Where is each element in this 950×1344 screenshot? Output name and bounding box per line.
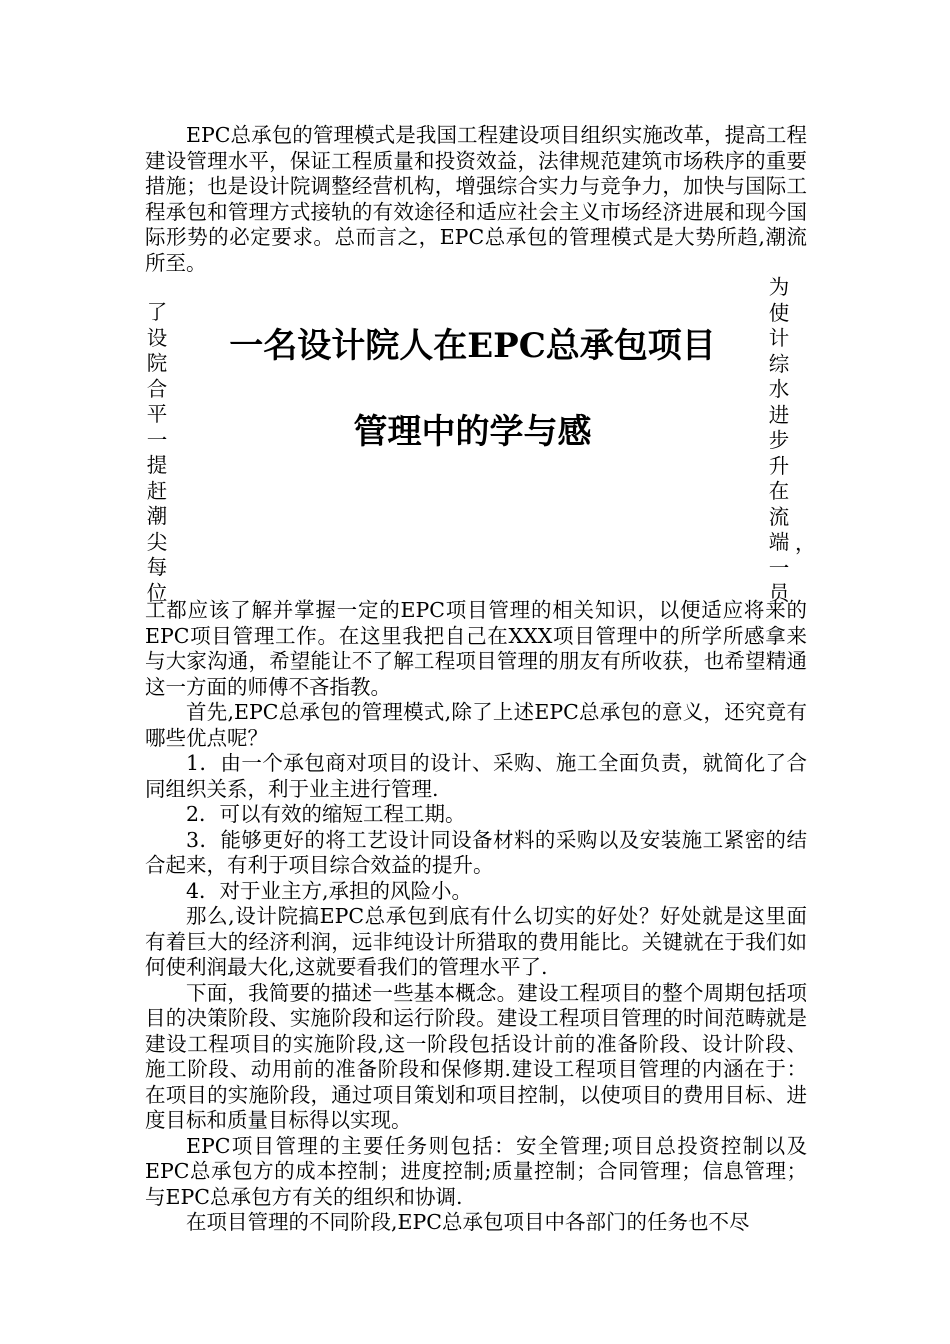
left-char: 位 [146, 580, 168, 605]
right-char: 进 [768, 402, 790, 427]
intro-paragraph: EPC总承包的管理模式是我国工程建设项目组织实施改革，提高工程建设管理水平，保证工程质量和投资效益，法律规范建筑市场秩序的重要措施；也是设计院调整经营机构，增强综合实力与竞争力，加快与国际工程承包和管理方式接轨的有效途径和适应社会主义市场经济进展和现今国际形势的必定要求。总而言之，EPC总承包的管理模式是大势所趋,潮流所至。 [145, 123, 807, 275]
right-char: 升 [768, 453, 790, 478]
paragraph: 在项目管理的不同阶段,EPC总承包项目中各部门的任务也不尽 [186, 1210, 750, 1234]
left-char: 合 [146, 376, 168, 401]
right-char: 在 [768, 479, 790, 503]
paragraph: EPC项目管理的主要任务则包括：安全管理;项目总投资控制以及EPC总承包方的成本控制；进度控制;质量控制；合同管理；信息管理；与EPC总承包方有关的组织和协调. [145, 1133, 807, 1209]
paragraph: 3．能够更好的将工艺设计同设备材料的采购以及安装施工紧密的结合起来，有利于项目综合效益的提升。 [145, 827, 807, 877]
body-text [145, 598, 807, 1236]
left-char: 平 [146, 402, 168, 426]
left-char: 设 [146, 325, 168, 350]
paragraph: 1．由一个承包商对项目的设计、采购、施工全面负责，就简化了合同组织关系，利于业主进行管理. [145, 751, 807, 801]
left-char: 一 [146, 427, 168, 452]
left-char: 院 [146, 351, 168, 375]
left-char: 潮 [146, 504, 168, 528]
right-char: 端 [768, 530, 790, 554]
left-char: 提 [146, 453, 168, 477]
paragraph: 2．可以有效的缩短工程工期。 [186, 802, 466, 826]
right-char: 流 [768, 504, 790, 529]
right-char: 计 [768, 326, 790, 350]
right-char: 水 [768, 377, 790, 401]
right-char: 员 [768, 581, 790, 605]
right-char: 综 [768, 351, 790, 376]
right-char: 一 [768, 555, 790, 580]
right-char: 为 [768, 275, 790, 299]
left-vertical-text [145, 300, 169, 606]
left-char: 尖 [146, 529, 168, 554]
document-title-line-2: 管理中的学与感 [353, 412, 592, 452]
paragraph: 首先,EPC总承包的管理模式,除了上述EPC总承包的意义，还究竟有哪些优点呢？ [145, 700, 807, 750]
paragraph: 4．对于业主方,承担的风险小。 [186, 878, 473, 903]
document-title-line-1: 一名设计院人在EPC总承包项目 [229, 326, 716, 366]
right-vertical-text [767, 275, 791, 607]
left-char: 了 [146, 300, 168, 324]
right-comma: ， [795, 531, 816, 555]
left-char: 赶 [146, 478, 168, 503]
paragraph: 下面，我简要的描述一些基本概念。建设工程项目的整个周期包括项目的决策阶段、实施阶段和运行阶段。建设工程项目管理的时间范畴就是建设工程项目的实施阶段,这一阶段包括设计前的准备阶段、设计阶段、施工阶段、动用前的准备阶段和保修期.建设工程项目管理的内涵在于：在项目的实施阶段，通过项目策划和项目控制，以使项目的费用目标、进度目标和质量目标得以实现。 [145, 980, 807, 1132]
paragraph: 那么,设计院搞EPC总承包到底有什么切实的好处？好处就是这里面有着巨大的经济利润，远非纯设计所猎取的费用能比。关键就在于我们如何使利润最大化,这就要看我们的管理水平了. [145, 904, 807, 979]
left-char: 每 [146, 555, 168, 579]
paragraph: 工都应该了解并掌握一定的EPC项目管理的相关知识，以便适应将来的EPC项目管理工作。在这里我把自己在XXX项目管理中的所学所感拿来与大家沟通，希望能让不了解工程项目管理的朋友有所收获，也希望精通这一方面的师傅不吝指教。 [145, 598, 807, 699]
right-char: 步 [768, 428, 790, 452]
right-char: 使 [768, 300, 790, 325]
